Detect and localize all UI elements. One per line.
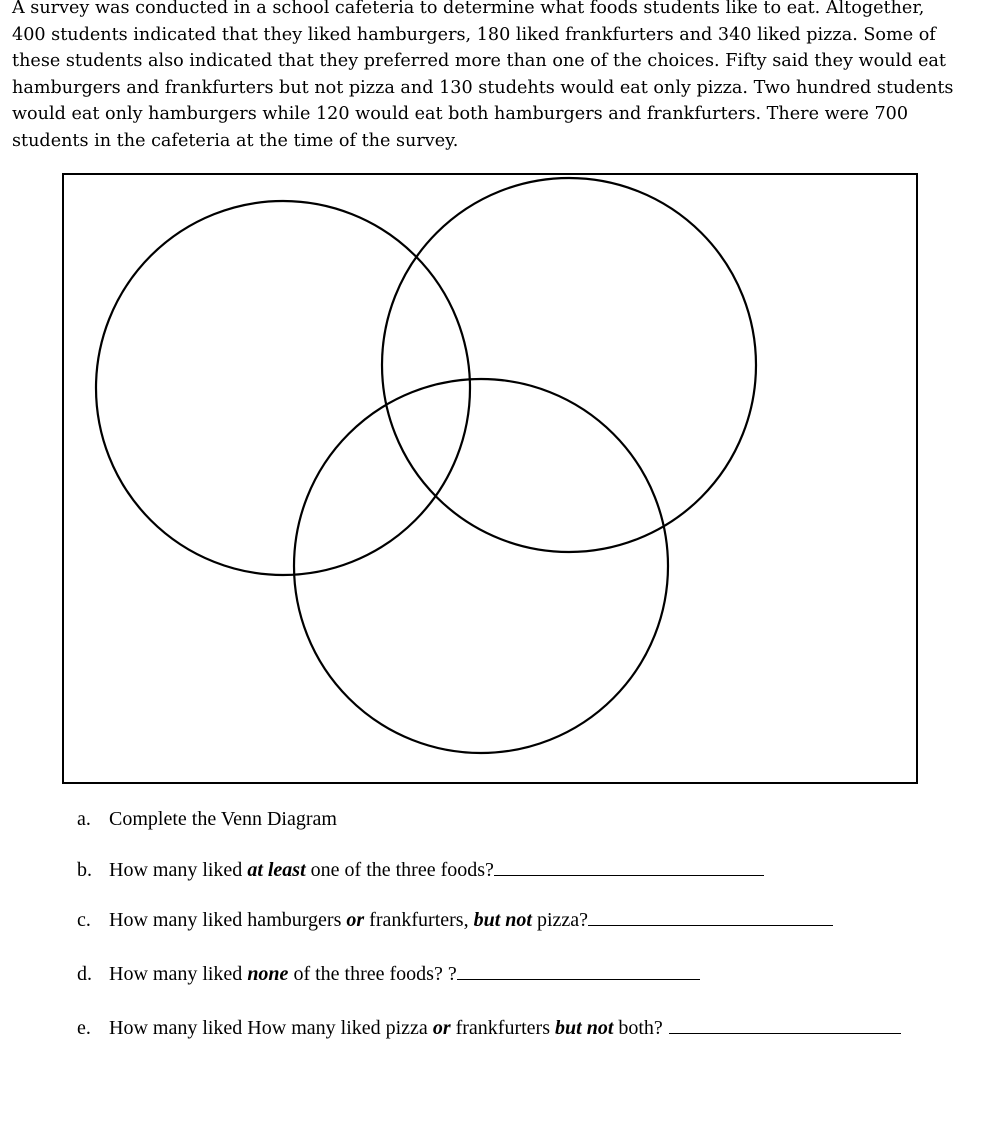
- question-letter: c.: [77, 909, 91, 931]
- venn-circle-frankfurters: [382, 178, 756, 552]
- intro-line: A survey was conducted in a school cafeteria to determine what foods students like to eat. Altogether,: [12, 0, 925, 18]
- intro-line: 400 students indicated that they liked hamburgers, 180 liked frankfurters and 340 liked pizza. Some of: [12, 24, 936, 45]
- question-letter: a.: [77, 808, 91, 830]
- question-text: How many liked hamburgers: [109, 909, 347, 931]
- answer-blank-d[interactable]: [457, 961, 700, 980]
- question-text: How many liked: [109, 859, 248, 881]
- emphasis-text: or: [346, 909, 365, 931]
- venn-diagram: [64, 175, 916, 782]
- question-text: frankfurters: [450, 1017, 556, 1039]
- venn-diagram-box: [62, 173, 918, 784]
- venn-circle-pizza: [294, 379, 668, 753]
- question-a: [77, 807, 337, 831]
- question-text: frankfurters,: [364, 909, 474, 931]
- emphasis-text: but not: [555, 1017, 614, 1039]
- intro-line: hamburgers and frankfurters but not pizza and 130 studehts would eat only pizza. Two hundred students: [12, 77, 954, 98]
- question-text: How many liked: [109, 963, 248, 985]
- question-b: [77, 857, 764, 882]
- intro-line: would eat only hamburgers while 120 would eat both hamburgers and frankfurters. There were 700: [12, 104, 909, 124]
- intro-line: students in the cafeteria at the time of the survey.: [12, 130, 459, 151]
- emphasis-text: or: [432, 1017, 451, 1039]
- venn-circle-hamburgers: [96, 201, 470, 575]
- emphasis-text: none: [247, 963, 289, 985]
- question-letter: b.: [77, 859, 92, 881]
- question-letter: e.: [77, 1017, 91, 1039]
- answer-blank-e[interactable]: [669, 1015, 901, 1034]
- intro-line: these students also indicated that they preferred more than one of the choices. Fifty said they would eat: [12, 51, 946, 71]
- question-text: of the three foods? ?: [288, 963, 457, 985]
- emphasis-text: at least: [247, 859, 306, 881]
- answer-blank-b[interactable]: [494, 857, 764, 876]
- question-e: [77, 1015, 901, 1040]
- answer-blank-c[interactable]: [588, 907, 833, 926]
- question-text: both?: [613, 1017, 663, 1039]
- question-d: [77, 961, 700, 986]
- question-text: pizza?: [531, 909, 589, 931]
- question-letter: d.: [77, 963, 92, 985]
- emphasis-text: but not: [473, 909, 532, 931]
- question-text: one of the three foods?: [305, 859, 494, 881]
- question-c: [77, 907, 833, 932]
- question-text: Complete the Venn Diagram: [109, 808, 337, 830]
- problem-statement: [12, 0, 987, 154]
- question-text: How many liked How many liked pizza: [109, 1017, 433, 1039]
